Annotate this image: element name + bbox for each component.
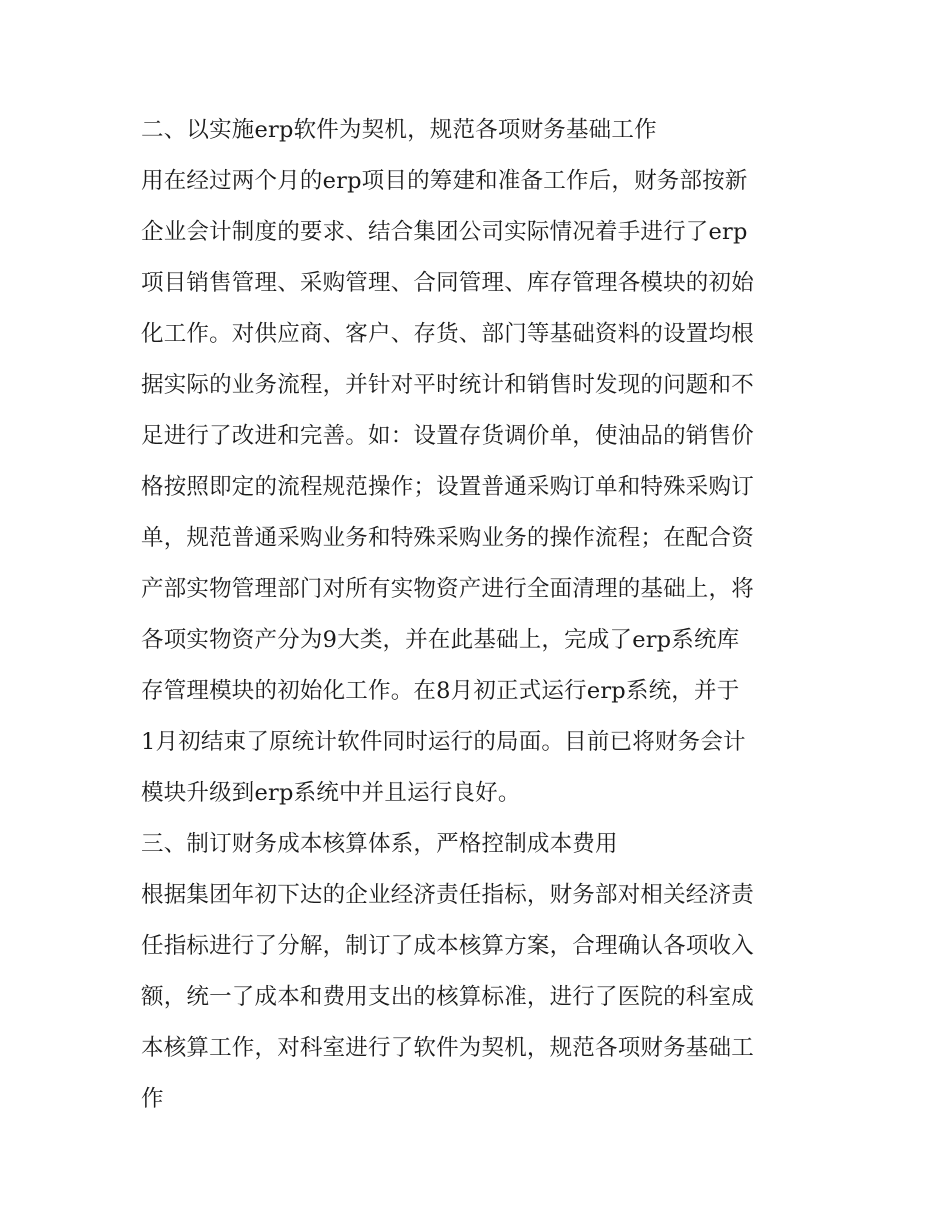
- section-2-line-11: 存管理模块的初始化工作。在8月初正式运行erp系统，并于: [141, 678, 740, 704]
- section-2-line-7: 格按照即定的流程规范操作；设置普通采购订单和特殊采购订: [141, 474, 754, 500]
- section-2-line-10: 各项实物资产分为9大类，并在此基础上，完成了erp系统库: [141, 627, 740, 653]
- section-3-line-5: 作: [141, 1086, 164, 1112]
- section-2-line-1: 用在经过两个月的erp项目的筹建和准备工作后，财务部按新: [141, 168, 748, 194]
- section-2-line-2: 企业会计制度的要求、结合集团公司实际情况着手进行了erp: [141, 219, 748, 245]
- section-2-line-4: 化工作。对供应商、客户、存货、部门等基础资料的设置均根: [141, 321, 754, 347]
- section-3-line-3: 额，统一了成本和费用支出的核算标准，进行了医院的科室成: [141, 984, 754, 1010]
- section-2-line-6: 足进行了改进和完善。如：设置存货调价单，使油品的销售价: [141, 423, 754, 449]
- section-2-line-13: 模块升级到erp系统中并且运行良好。: [141, 780, 521, 806]
- document-body: [141, 105, 813, 1125]
- section-3-heading: 三、制订财务成本核算体系，严格控制成本费用: [141, 831, 618, 857]
- section-2-line-12: 1月初结束了原统计软件同时运行的局面。目前已将财务会计: [141, 729, 746, 755]
- section-2-line-8: 单，规范普通采购业务和特殊采购业务的操作流程；在配合资: [141, 525, 754, 551]
- section-2-heading: 二、以实施erp软件为契机，规范各项财务基础工作: [141, 117, 657, 143]
- section-2-line-3: 项目销售管理、采购管理、合同管理、库存管理各模块的初始: [141, 270, 754, 296]
- section-3-line-2: 任指标进行了分解，制订了成本核算方案，合理确认各项收入: [141, 933, 754, 959]
- section-3-line-4: 本核算工作，对科室进行了软件为契机，规范各项财务基础工: [141, 1035, 754, 1061]
- section-2-line-9: 产部实物管理部门对所有实物资产进行全面清理的基础上，将: [141, 576, 754, 602]
- section-3-line-1: 根据集团年初下达的企业经济责任指标，财务部对相关经济责: [141, 882, 754, 908]
- section-2-line-5: 据实际的业务流程，并针对平时统计和销售时发现的问题和不: [141, 372, 754, 398]
